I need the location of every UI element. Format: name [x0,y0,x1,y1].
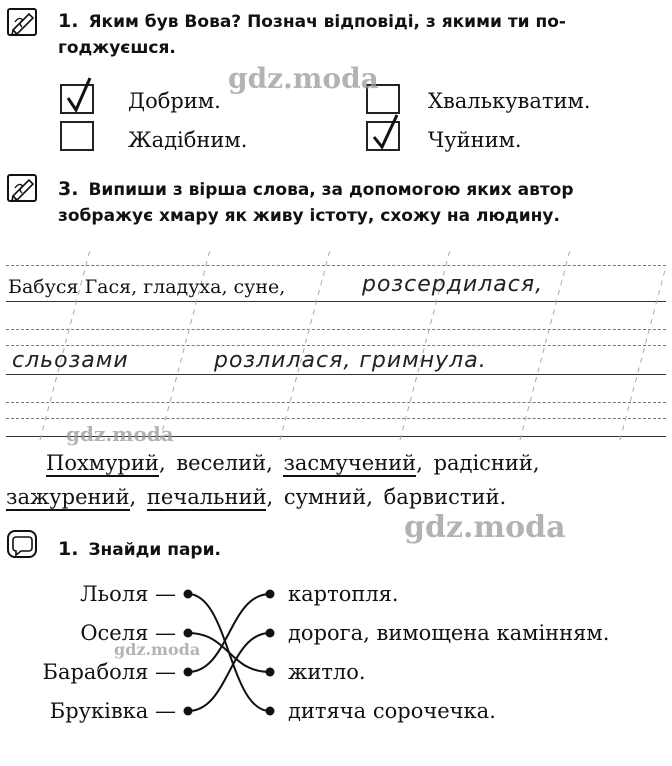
word-underlined: Похмурий [46,451,159,475]
word: радісний, [433,451,540,475]
pairs-number: 1. [58,538,79,560]
watermark: gdz.moda [114,640,201,659]
watermark: gdz.moda [228,62,379,95]
word-list: Похмурий, веселий, засмучений, радісний, зажурений, печальний, сумний, барвистий. [6,451,540,509]
answer-printed-text: Бабуся Гася, гладуха, суне, [8,276,286,298]
pair-right-item: дорога, вимощена камінням. [288,621,610,645]
task1-text-line2: годжуєшся. [58,38,176,58]
watermark: gdz.moda [66,422,174,446]
answer-handwriting-3: розлилася, гримнула. [214,348,487,373]
word: сумний, барвистий. [283,485,507,509]
pair-right-item: житло. [288,660,366,684]
pair-left-item: Льоля — [80,582,176,606]
option-caring-label: Чуйним. [428,128,522,152]
word: веселий, [176,451,273,475]
task3-text-line2: зображує хмару як живу істоту, схожу на людину. [58,206,560,226]
task3-text-line1: Випиши з вірша слова, за допомогою яких автор [88,180,574,200]
pair-left-item: Бараболя — [42,660,176,684]
task1-number: 1. [58,10,79,32]
pair-connector-line [188,633,270,672]
pair-right-item: картопля. [288,582,399,606]
word-underlined: зажурений [6,485,130,509]
task1-text-line1: Яким був Вова? Познач відповіді, з якими ти по- [88,12,566,32]
answer-handwriting-1: розсердилася, [362,272,544,297]
pair-connector-line [188,594,270,672]
word-underlined: засмучений [283,451,417,475]
watermark: gdz.moda [404,510,566,545]
word-underlined: печальний [146,485,267,509]
option-greedy-label: Жадібним. [128,128,248,152]
pair-right-item: дитяча сорочечка. [288,699,496,723]
pair-connector-line [188,633,270,711]
pair-left-item: Оселя — [80,621,176,645]
pairs-title: Знайди пари. [88,540,221,560]
answer-handwriting-2: сльозами [12,348,129,373]
option-boastful-label: Хвалькуватим. [428,89,591,113]
pair-left-item: Бруківка — [49,699,176,723]
option-kind-label: Добрим. [128,89,221,113]
task3-number: 3. [58,178,79,200]
